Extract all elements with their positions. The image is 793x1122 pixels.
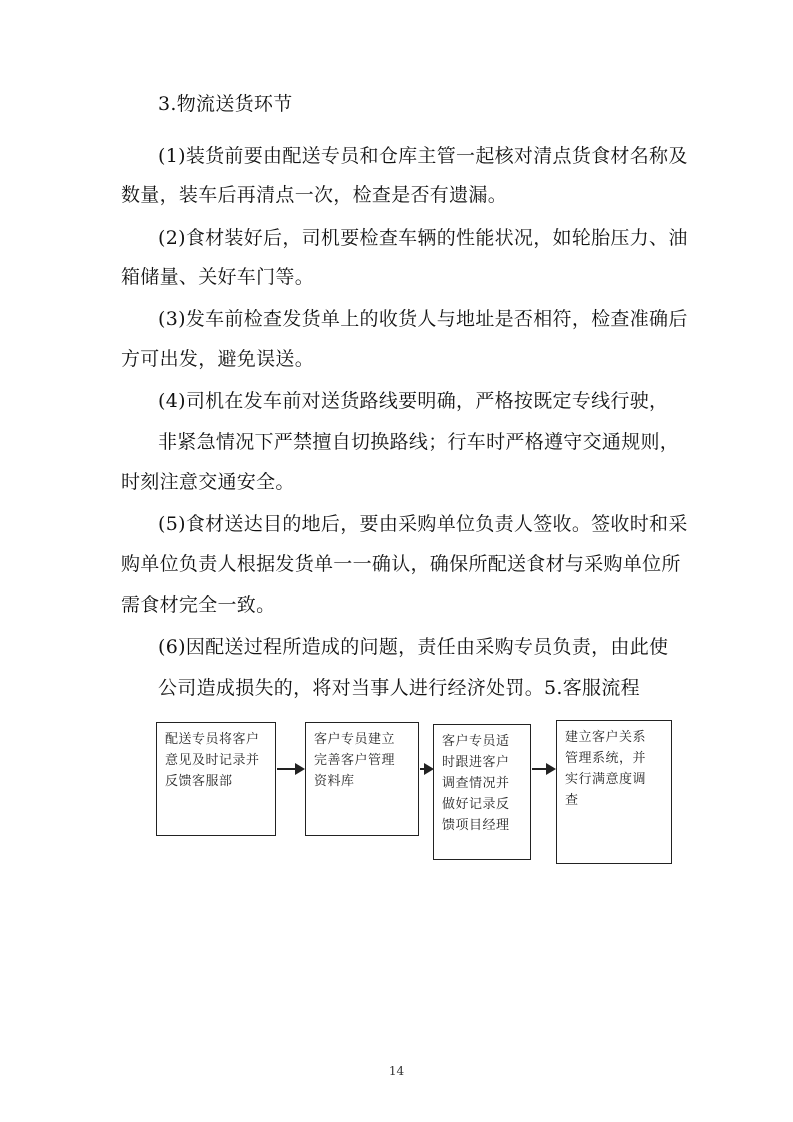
paragraph-line: 非紧急情况下严禁擅自切换路线；行车时严格遵守交通规则， (158, 431, 680, 453)
flow-step-text: 资料库 (314, 774, 355, 789)
flow-step-text: 查 (565, 793, 579, 808)
flow-step-text: 做好记录反 (442, 797, 510, 812)
paragraph-line: 购单位负责人根据发货单一一确认，确保所配送食材与采购单位所 (121, 553, 681, 575)
flow-step-text: 管理系统，并 (565, 751, 647, 766)
paragraph-line: 时刻注意交通安全。 (121, 471, 295, 493)
paragraph-line: 箱储量、关好车门等。 (121, 266, 315, 288)
page-number: 14 (388, 1064, 405, 1078)
customer-service-flowchart (156, 718, 672, 866)
flow-step-text: 意见及时记录并 (165, 753, 260, 768)
flow-step-4 (556, 720, 672, 864)
paragraph-line: 数量，装车后再清点一次，检查是否有遗漏。 (121, 184, 508, 206)
paragraph-line: 公司造成损失的，将对当事人进行经济处罚。5.客服流程 (158, 677, 640, 699)
paragraph-line: (2)食材装好后，司机要检查车辆的性能状况，如轮胎压力、油 (158, 227, 688, 249)
flow-step-text: 反馈客服部 (165, 774, 233, 789)
flow-step-text: 馈项目经理 (442, 818, 510, 833)
paragraph-line: 需食材完全一致。 (121, 594, 276, 616)
flow-arrow-icon (277, 768, 303, 770)
paragraph-line: (3)发车前检查发货单上的收货人与地址是否相符，检查准确后 (158, 308, 688, 330)
flow-step-3 (433, 724, 531, 860)
flow-step-text: 时跟进客户 (442, 755, 510, 770)
paragraph-line: (4)司机在发车前对送货路线要明确，严格按既定专线行驶， (158, 390, 669, 412)
flow-step-text: 客户专员适 (442, 734, 510, 749)
flow-arrow-icon (420, 768, 432, 770)
flow-step-text: 配送专员将客户 (165, 732, 260, 747)
flow-arrow-icon (532, 768, 554, 770)
flow-step-text: 完善客户管理 (314, 753, 396, 768)
flow-step-text: 建立客户关系 (565, 730, 647, 745)
paragraph-line: (1)装货前要由配送专员和仓库主管一起核对清点货食材名称及 (158, 145, 688, 167)
flow-step-text: 客户专员建立 (314, 732, 396, 747)
flow-step-1 (156, 722, 276, 836)
flow-step-text: 调查情况并 (442, 776, 510, 791)
section-heading: 3.物流送货环节 (158, 93, 293, 115)
paragraph-line: 方可出发，避免误送。 (121, 348, 315, 370)
paragraph-line: (5)食材送达目的地后，要由采购单位负责人签收。签收时和采 (158, 513, 688, 535)
flow-step-2 (305, 722, 419, 836)
paragraph-line: (6)因配送过程所造成的问题，责任由采购专员负责，由此使 (158, 636, 669, 658)
flow-step-text: 实行满意度调 (565, 772, 647, 787)
